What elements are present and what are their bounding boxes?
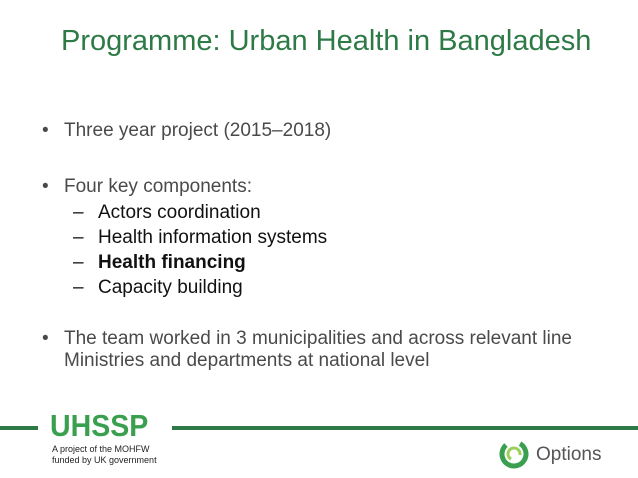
bullet-text: Four key components: [64,176,252,197]
component-text: Health financing [98,252,246,273]
dash-marker: – [73,227,84,248]
dash-marker: – [73,202,84,223]
options-ring-icon [498,438,530,470]
uhssp-tagline-line2: funded by UK government [52,455,157,465]
bullet-text: The team worked in 3 municipalities and across relevant line Ministries and departments at national level [64,328,572,371]
bullet-team [42,328,638,372]
footer-rule-left [0,426,38,430]
component-item [73,202,593,227]
component-item-highlighted [73,252,593,277]
bullet-marker: • [42,328,49,349]
dash-marker: – [73,252,84,273]
component-item [73,227,593,252]
dash-marker: – [73,277,84,298]
slide-title: Programme: Urban Health in Bangladesh [61,25,592,57]
bullet-duration [42,120,638,142]
bullet-marker: • [42,176,49,197]
component-text: Health information systems [98,227,328,248]
component-text: Capacity building [98,277,243,298]
bullet-text: Three year project (2015–2018) [64,120,332,141]
uhssp-logo [50,408,174,466]
component-text: Actors coordination [98,202,261,223]
bullet-components [42,176,638,198]
options-wordmark: Options [536,444,602,465]
footer-rule-right [172,426,638,430]
uhssp-wordmark: UHSSP [50,408,149,443]
uhssp-tagline-line1: A project of the MOHFW [52,444,150,454]
bullet-marker: • [42,120,49,141]
component-item [73,277,593,302]
component-list [73,202,593,302]
